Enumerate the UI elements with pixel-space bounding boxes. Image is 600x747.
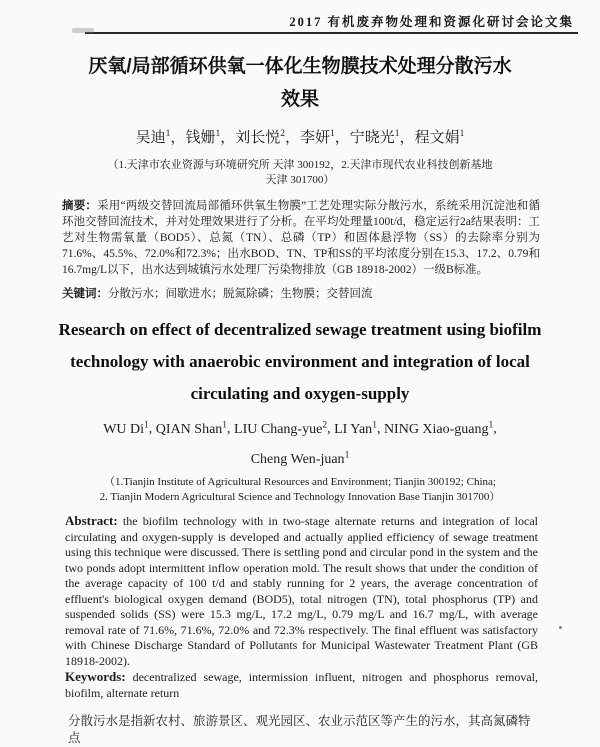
author-superscript: 1 bbox=[165, 129, 171, 139]
abstract-cn bbox=[62, 198, 540, 278]
abstract-cn-text: 采用“两级交替回流局部循环供氧生物膜”工艺处理实际分散污水，系统采用沉淀池和循环池交替回流技术，并对处理效果进行了分析。在平均处理量100t/d，稳定运行2a结果表明：工艺对生物需氧量（BOD5）、总氮（TN）、总磷（TP）和固体悬浮物（SS）的去除率分别为71.6%、45.5%、72.0%和72.3%；出水BOD、TN、TP和SS的平均浓度分别在15.3、17.2、0.79和16.7mg/L以下，出水达到城镇污水处理厂污染物排放（GB 18918-2002）一级B标准。 bbox=[62, 200, 540, 276]
author-name: 吴迪$^1$ bbox=[135, 129, 171, 146]
intro-paragraph: 分散污水是指新农村、旅游景区、观光园区、农业示范区等产生的污水，其高氮磷特点 bbox=[68, 714, 531, 746]
paper-title-cn: 厌氧/局部循环供氧一体化生物膜技术处理分散污水效果 bbox=[88, 56, 512, 110]
paper-title-en: Research on effect of decentralized sewage treatment using biofilm technology with anaerobic environment and integration of local circulating and oxygen-supply bbox=[58, 320, 542, 403]
author-name: 宁晓光$^1$ bbox=[349, 129, 400, 146]
affiliation-cn bbox=[0, 158, 600, 188]
affiliation-en-line2: 2. Tianjin Modern Agricultural Science and Technology Innovation Base Tianjin 301700） bbox=[99, 491, 501, 504]
conference-header: 2017 有机废弃物处理和资源化研讨会论文集 bbox=[289, 15, 574, 29]
author-name: LIU Chang-yue$^2$ bbox=[234, 420, 328, 437]
keywords-en-label: Keywords: bbox=[65, 669, 126, 685]
author-superscript: 1 bbox=[144, 420, 149, 430]
affiliation-cn-line2: 天津 301700） bbox=[265, 174, 335, 186]
author-superscript: 1 bbox=[222, 420, 228, 430]
author-superscript: 1 bbox=[344, 450, 350, 461]
abstract-en-label: Abstract: bbox=[65, 513, 118, 529]
author-superscript: 1 bbox=[330, 129, 335, 139]
keywords-cn bbox=[62, 286, 540, 302]
author-name: 程文娟$^1$ bbox=[414, 129, 465, 146]
author-name: LI Yan$^1$ bbox=[334, 420, 377, 437]
author-superscript: 1 bbox=[372, 420, 377, 430]
author-superscript: 2 bbox=[280, 129, 285, 139]
keywords-cn-label: 关键词： bbox=[62, 288, 108, 300]
author-name: NING Xiao-guang$^1$ bbox=[383, 420, 494, 437]
authors-cn: 吴迪$^1$，钱姗$^1$，刘长悦$^2$，李妍$^1$，宁晓光$^1$，程文娟$^1$ bbox=[135, 129, 465, 146]
author-superscript: 1 bbox=[215, 129, 221, 139]
affiliation-cn-line1: （1.天津市农业资源与环境研究所 天津 300192，2.天津市现代农业科技创新基地 bbox=[107, 159, 493, 171]
scan-artifact bbox=[72, 28, 94, 33]
author-superscript: 2 bbox=[322, 420, 328, 430]
abstract-en bbox=[65, 513, 538, 669]
author-name: WU Di$^1$ bbox=[103, 420, 149, 437]
abstract-en-text: the biofilm technology with in two-stage alternate returns and integration of local circulating and oxygen-supply is developed and actually applied efficiency of sewage treatment using this technique were discussed. There is settling pond and circular pond in the system and the two ponds adopt intermittent inflow operation mold. The result shows that under the condition of the average capacity of 100 t/d and stably running for 2 years, the average concentration of effluent's biological oxygen demand (BOD5), total nitrogen (TN), total phosphorus (TP) and suspended solids (SS) were 15.3 mg/L, 17.2 mg/L, 0.79 mg/L and 16.7 mg/L, with average removal rate of 71.6%, 71.6%, 72.0% and 72.3% respectively. The final effluent was satisfactory with Chinese Discharge Standard of Pollutants for Municipal Wastewater Treatment Plant (GB 18918-2002). bbox=[65, 514, 538, 668]
author-superscript: 1 bbox=[394, 129, 400, 139]
keywords-cn-text: 分散污水；间歇进水；脱氮除磷；生物膜；交替回流 bbox=[108, 288, 373, 300]
author-name: 刘长悦$^2$ bbox=[235, 129, 285, 146]
keywords-en-text: decentralized sewage, intermission influent, nitrogen and phosphorus removal, biofilm, alternate return bbox=[65, 670, 538, 700]
authors-en: WU Di$^1$, QIAN Shan$^1$, LIU Chang-yue$^2$, LI Yan$^1$, NING Xiao-guang$^1$, Cheng Wen-juan$^1$ bbox=[103, 420, 497, 468]
keywords-en bbox=[65, 669, 538, 701]
header-rule bbox=[85, 32, 578, 34]
abstract-cn-label: 摘要： bbox=[62, 200, 98, 212]
author-name: 钱姗$^1$ bbox=[185, 129, 221, 146]
author-name: Cheng Wen-juan$^1$ bbox=[250, 450, 350, 468]
affiliation-en-line1: （1.Tianjin Institute of Agricultural Resources and Environment; Tianjin 300192; China; bbox=[104, 476, 496, 489]
author-name: 李妍$^1$ bbox=[300, 129, 335, 146]
author-superscript: 1 bbox=[488, 420, 494, 430]
scan-speck bbox=[559, 626, 562, 629]
affiliation-en bbox=[0, 475, 600, 505]
author-name: QIAN Shan$^1$ bbox=[155, 420, 228, 437]
author-superscript: 1 bbox=[459, 129, 465, 139]
